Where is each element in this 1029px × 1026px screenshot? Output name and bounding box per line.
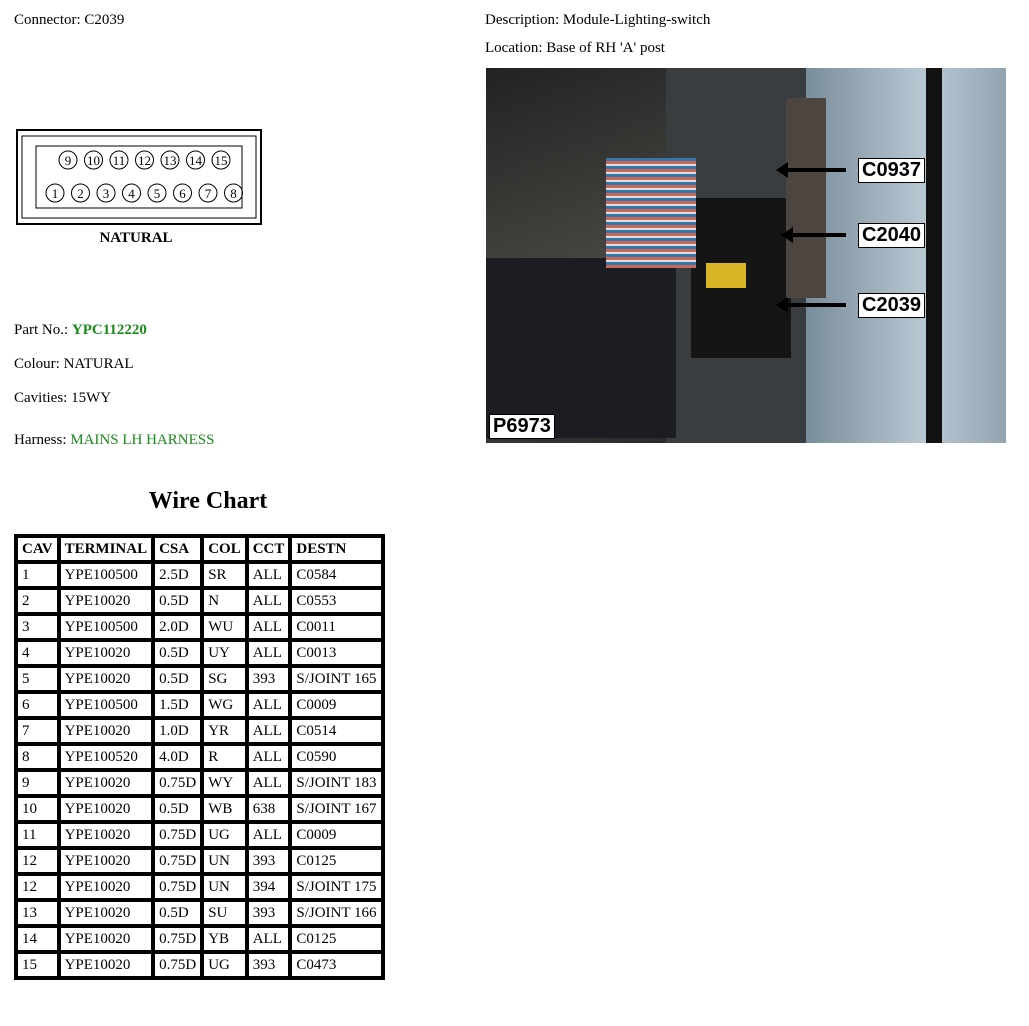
table-cell: 4 [16, 640, 59, 666]
table-cell: 4.0D [153, 744, 202, 770]
table-cell: 6 [16, 692, 59, 718]
table-cell: C0011 [290, 614, 382, 640]
pin-number: 11 [112, 153, 126, 168]
table-cell: SU [202, 900, 247, 926]
table-cell: C0514 [290, 718, 382, 744]
column-header: CAV [16, 536, 59, 562]
table-cell: N [202, 588, 247, 614]
table-cell: 0.5D [153, 588, 202, 614]
location-photo [486, 68, 1006, 443]
pin-number: 9 [64, 153, 72, 168]
table-cell: YPE10020 [59, 718, 154, 744]
column-header: TERMINAL [59, 536, 154, 562]
table-cell: S/JOINT 166 [290, 900, 382, 926]
column-header: CCT [247, 536, 291, 562]
callout-c2040: C2040 [858, 223, 925, 248]
pin-number: 14 [189, 153, 202, 168]
table-cell: UN [202, 848, 247, 874]
colour: Colour: NATURAL [14, 356, 134, 372]
table-row [16, 614, 383, 640]
table-cell: 393 [247, 666, 291, 692]
table-cell: 8 [16, 744, 59, 770]
table-cell: UG [202, 952, 247, 978]
table-cell: C0009 [290, 692, 382, 718]
table-cell: 0.5D [153, 666, 202, 692]
table-cell: 1 [16, 562, 59, 588]
table-cell: YPE100500 [59, 614, 154, 640]
pin-number: 12 [138, 153, 151, 168]
table-row [16, 770, 383, 796]
table-cell: YPE10020 [59, 666, 154, 692]
table-cell: ALL [247, 718, 291, 744]
table-cell: WG [202, 692, 247, 718]
wire-chart-title: Wire Chart [148, 488, 268, 514]
table-cell: 2.0D [153, 614, 202, 640]
table-cell: UY [202, 640, 247, 666]
table-cell: YPE100500 [59, 562, 154, 588]
table-cell: YPE10020 [59, 796, 154, 822]
table-cell: 0.5D [153, 796, 202, 822]
table-cell: 0.5D [153, 900, 202, 926]
table-cell: YPE100500 [59, 692, 154, 718]
table-cell: S/JOINT 175 [290, 874, 382, 900]
table-cell: R [202, 744, 247, 770]
callout-c2039: C2039 [858, 293, 925, 318]
table-cell: UN [202, 874, 247, 900]
table-cell: ALL [247, 770, 291, 796]
table-cell: YPE10020 [59, 952, 154, 978]
table-cell: 393 [247, 848, 291, 874]
table-cell: WU [202, 614, 247, 640]
table-cell: S/JOINT 167 [290, 796, 382, 822]
table-row [16, 926, 383, 952]
harness: Harness: MAINS LH HARNESS [14, 432, 215, 448]
table-cell: 11 [16, 822, 59, 848]
pin-number: 2 [77, 186, 84, 201]
table-cell: 2.5D [153, 562, 202, 588]
table-cell: 0.75D [153, 822, 202, 848]
table-cell: YPE10020 [59, 848, 154, 874]
table-row [16, 666, 383, 692]
table-cell: SR [202, 562, 247, 588]
table-cell: YPE10020 [59, 770, 154, 796]
table-cell: C0013 [290, 640, 382, 666]
table-cell: 1.0D [153, 718, 202, 744]
photo-ref: P6973 [489, 414, 555, 439]
pin-number: 10 [87, 153, 100, 168]
table-row [16, 718, 383, 744]
table-cell: ALL [247, 588, 291, 614]
table-cell: YPE100520 [59, 744, 154, 770]
table-cell: C0553 [290, 588, 382, 614]
table-cell: C0125 [290, 926, 382, 952]
table-cell: 12 [16, 874, 59, 900]
table-cell: 5 [16, 666, 59, 692]
table-cell: 638 [247, 796, 291, 822]
pin-number: 1 [51, 186, 59, 201]
table-cell: C0584 [290, 562, 382, 588]
table-cell: YPE10020 [59, 822, 154, 848]
pin-number: 4 [128, 186, 135, 201]
table-cell: 12 [16, 848, 59, 874]
table-cell: SG [202, 666, 247, 692]
table-cell: 0.75D [153, 952, 202, 978]
table-row [16, 744, 383, 770]
table-cell: C0473 [290, 952, 382, 978]
table-cell: 0.75D [153, 770, 202, 796]
part-number: Part No.: YPC112220 [14, 322, 147, 338]
connector-label: Connector: C2039 [14, 12, 125, 28]
cavities: Cavities: 15WY [14, 390, 112, 406]
pin-number: 15 [214, 153, 228, 168]
table-cell: 0.75D [153, 874, 202, 900]
table-cell: ALL [247, 822, 291, 848]
pin-number: 13 [163, 153, 177, 168]
table-cell: 1.5D [153, 692, 202, 718]
table-cell: YPE10020 [59, 640, 154, 666]
callout-c0937: C0937 [858, 158, 925, 183]
table-cell: ALL [247, 926, 291, 952]
table-cell: YR [202, 718, 247, 744]
table-cell: ALL [247, 614, 291, 640]
table-row [16, 796, 383, 822]
table-cell: WB [202, 796, 247, 822]
connector-diagram [16, 128, 264, 248]
table-cell: S/JOINT 183 [290, 770, 382, 796]
table-cell: 13 [16, 900, 59, 926]
table-cell: 0.75D [153, 848, 202, 874]
table-row [16, 588, 383, 614]
table-cell: 10 [16, 796, 59, 822]
wire-chart-table [14, 534, 385, 980]
table-cell: S/JOINT 165 [290, 666, 382, 692]
table-row [16, 952, 383, 978]
table-cell: 394 [247, 874, 291, 900]
pin-number: 3 [102, 186, 110, 201]
table-cell: YPE10020 [59, 874, 154, 900]
table-cell: C0009 [290, 822, 382, 848]
table-cell: 393 [247, 900, 291, 926]
table-row [16, 874, 383, 900]
table-cell: 2 [16, 588, 59, 614]
table-cell: ALL [247, 640, 291, 666]
table-cell: 14 [16, 926, 59, 952]
table-cell: C0125 [290, 848, 382, 874]
connector-caption: NATURAL [99, 230, 173, 246]
table-row [16, 692, 383, 718]
table-cell: YPE10020 [59, 588, 154, 614]
table-cell: ALL [247, 562, 291, 588]
table-cell: C0590 [290, 744, 382, 770]
table-cell: ALL [247, 692, 291, 718]
table-cell: 0.5D [153, 640, 202, 666]
description: Description: Module-Lighting-switch [485, 12, 711, 28]
table-cell: 393 [247, 952, 291, 978]
table-cell: YB [202, 926, 247, 952]
pin-number: 6 [179, 186, 186, 201]
column-header: DESTN [290, 536, 382, 562]
table-row [16, 562, 383, 588]
table-cell: UG [202, 822, 247, 848]
table-cell: 15 [16, 952, 59, 978]
table-cell: WY [202, 770, 247, 796]
column-header: COL [202, 536, 247, 562]
table-row [16, 900, 383, 926]
pin-number: 7 [204, 186, 212, 201]
table-cell: YPE10020 [59, 926, 154, 952]
table-cell: 7 [16, 718, 59, 744]
column-header: CSA [153, 536, 202, 562]
table-cell: 3 [16, 614, 59, 640]
table-cell: YPE10020 [59, 900, 154, 926]
table-row [16, 822, 383, 848]
table-cell: ALL [247, 744, 291, 770]
table-row [16, 640, 383, 666]
pin-number: 5 [153, 186, 161, 201]
table-row [16, 848, 383, 874]
table-cell: 9 [16, 770, 59, 796]
table-cell: 0.75D [153, 926, 202, 952]
location: Location: Base of RH 'A' post [485, 40, 665, 56]
pin-number: 8 [230, 186, 237, 201]
